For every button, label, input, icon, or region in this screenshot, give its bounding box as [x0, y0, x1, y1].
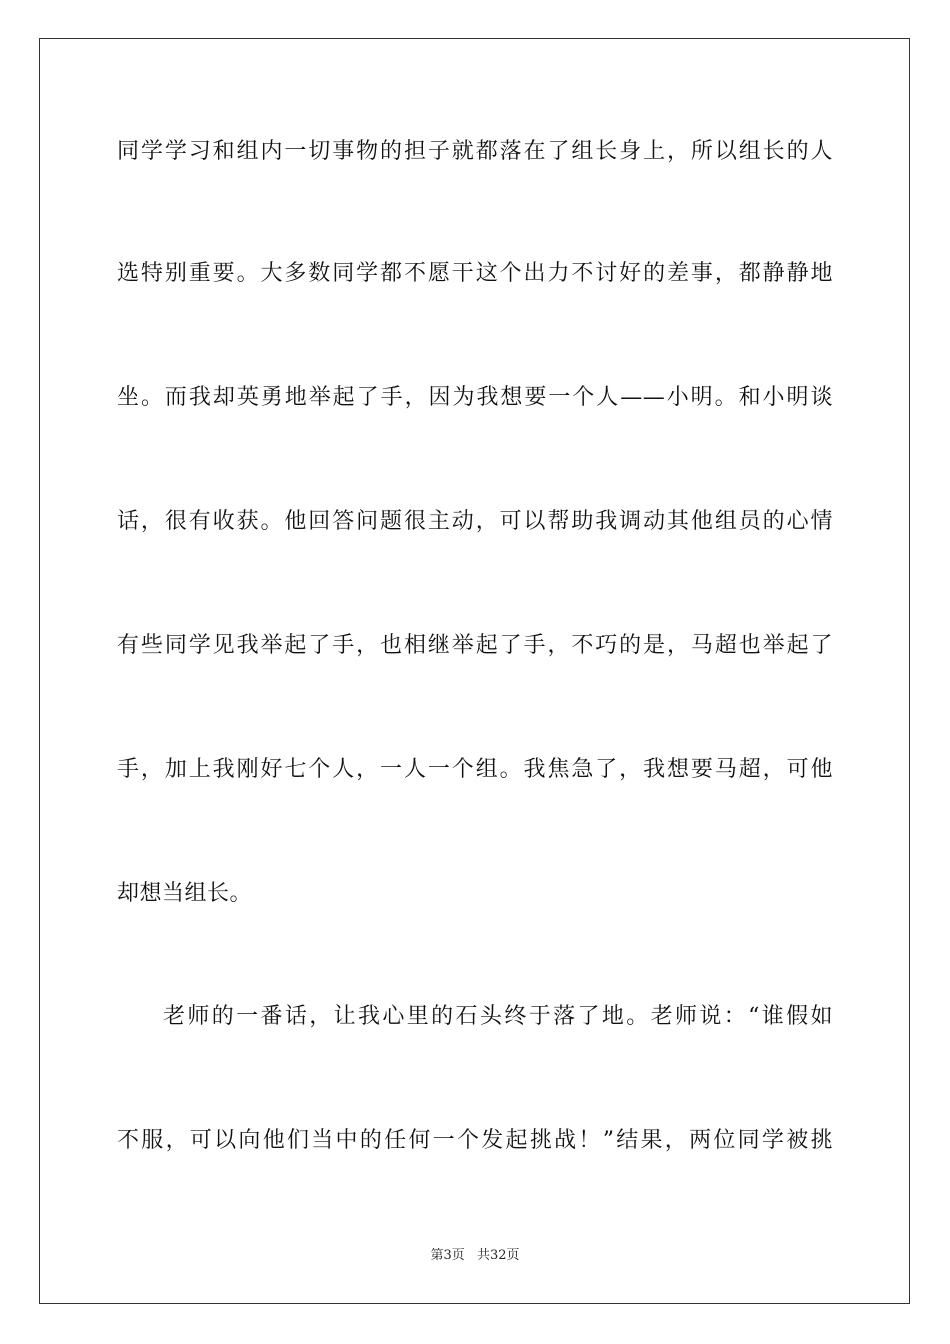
paragraph-line-9: 不服，可以向他们当中的任何一个发起挑战！”结果，两位同学被挑 [117, 1128, 833, 1153]
page-number: 第3页 [430, 1248, 465, 1263]
paragraph-line-4: 话，很有收获。他回答问题很主动，可以帮助我调动其他组员的心情 [117, 509, 833, 534]
paragraph-line-1: 同学学习和组内一切事物的担子就都落在了组长身上，所以组长的人 [117, 139, 833, 164]
page-footer [0, 1248, 950, 1264]
paragraph-line-2: 选特别重要。大多数同学都不愿干这个出力不讨好的差事，都静静地 [117, 261, 833, 286]
page-border [39, 38, 910, 1304]
paragraph-line-7: 却想当组长。 [117, 881, 253, 906]
paragraph-line-3: 坐。而我却英勇地举起了手，因为我想要一个人——小明。和小明谈 [117, 385, 833, 410]
paragraph-line-8: 老师的一番话，让我心里的石头终于落了地。老师说：“谁假如 [163, 1004, 833, 1029]
page-total: 共32页 [476, 1248, 520, 1263]
paragraph-line-5: 有些同学见我举起了手，也相继举起了手，不巧的是，马超也举起了 [117, 633, 833, 658]
paragraph-line-6: 手，加上我刚好七个人，一人一个组。我焦急了，我想要马超，可他 [117, 757, 833, 782]
